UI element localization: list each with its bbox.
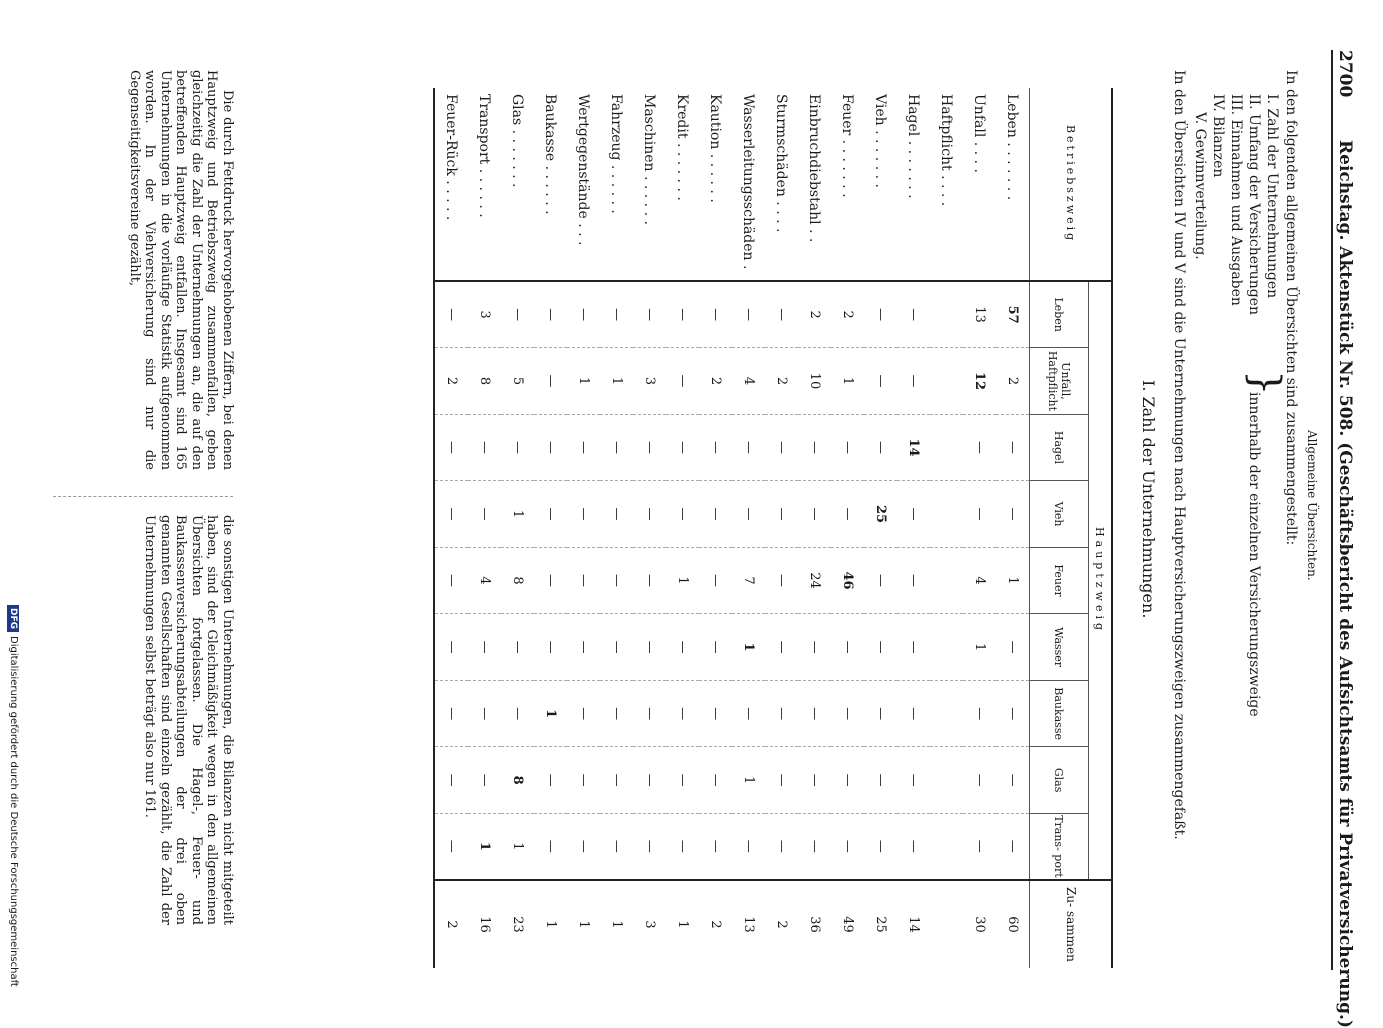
table-cell: 1	[501, 481, 534, 548]
row-total: 23	[501, 880, 534, 968]
row-total: 1	[666, 880, 699, 968]
table-cell: —	[996, 680, 1030, 747]
table-cell: —	[434, 680, 468, 747]
table-cell: —	[468, 614, 501, 681]
intro-item-1: I. Zahl der Unternehmungen	[1264, 94, 1280, 299]
table-cell: 2	[840, 310, 855, 319]
table-cell: —	[798, 481, 831, 548]
row-label: Maschinen . . . . . .	[633, 88, 666, 281]
table-cell: 24	[798, 547, 831, 614]
table-cell: —	[864, 614, 897, 681]
footnote-right: die sonstigen Unternehmungen, die Bilanzen nicht mitgeteilt haben, sind der Gleichmäßigkeit wegen in den allgemeinen Übersichten fortgelassen. Die Hagel-, Feuer- und Baukassenversicherungsabteilungen der drei oben genannten Gesellschaften sind einzeln gezählt, die Zahl der Unternehmungen selbst beträgt also nur 161.	[142, 515, 235, 925]
table-row	[699, 88, 732, 968]
col-header-feuer: Feuer	[1030, 547, 1089, 614]
table-cell: —	[675, 308, 690, 322]
table-cell: —	[534, 547, 567, 614]
table-title: I. Zahl der Unternehmungen.	[1139, 380, 1158, 619]
table-cell: 1	[600, 348, 633, 415]
table-row	[930, 88, 963, 968]
table-cell: —	[732, 481, 765, 548]
table-cell: —	[798, 414, 831, 481]
row-total: 60	[996, 880, 1030, 968]
col-header-baukasse: Baukasse	[1030, 680, 1089, 747]
table-cell: —	[897, 481, 930, 548]
table-cell: —	[963, 680, 996, 747]
row-total: 36	[798, 880, 831, 968]
table-cell: —	[633, 481, 666, 548]
col-header-glas: Glas	[1030, 747, 1089, 814]
row-label: Vieh . . . . . . .	[864, 88, 897, 281]
table-cell: —	[633, 813, 666, 880]
table-cell: —	[897, 614, 930, 681]
table-row	[633, 88, 666, 968]
table-cell: —	[699, 680, 732, 747]
table-cell: —	[534, 481, 567, 548]
table-cell: —	[600, 614, 633, 681]
table-cell: —	[666, 481, 699, 548]
intro-item-5: V. Gewinnverteilung.	[1192, 112, 1208, 260]
table-cell: —	[666, 614, 699, 681]
row-total: 2	[699, 880, 732, 968]
table-cell: 1	[567, 348, 600, 415]
row-label: Baukasse . . . . . .	[534, 88, 567, 281]
table-cell: 1	[666, 547, 699, 614]
table-cell: —	[468, 414, 501, 481]
table-cell: —	[534, 414, 567, 481]
table-cell: —	[864, 414, 897, 481]
table-row	[765, 88, 798, 968]
table-cell: 4	[732, 348, 765, 415]
table-cell: —	[434, 414, 468, 481]
table-cell: —	[765, 747, 798, 814]
row-total: 2	[434, 880, 468, 968]
table-row	[666, 88, 699, 968]
table-cell: 46	[831, 547, 864, 614]
table-cell: 14	[897, 414, 930, 481]
table-cell: —	[501, 614, 534, 681]
intro-item-3: III. Einnahmen und Ausgaben	[1228, 94, 1244, 306]
section-heading: Allgemeine Übersichten.	[1305, 430, 1319, 581]
table-cell: —	[897, 747, 930, 814]
row-label: Feuer . . . . . . .	[831, 88, 864, 281]
table-cell: —	[831, 813, 864, 880]
row-label: Haftpflicht . . . .	[930, 88, 963, 281]
table-cell: —	[633, 614, 666, 681]
table-cell: —	[434, 747, 468, 814]
row-total: 1	[600, 880, 633, 968]
table-cell: —	[708, 308, 723, 322]
table-cell: 1	[732, 614, 765, 681]
table-cell: 12	[963, 348, 996, 415]
table-cell: —	[666, 813, 699, 880]
table-cell: —	[963, 813, 996, 880]
table-row	[732, 88, 765, 968]
table-cell: —	[534, 747, 567, 814]
table-cell: —	[567, 614, 600, 681]
table-cell: —	[798, 614, 831, 681]
row-total: 30	[963, 880, 996, 968]
table-cell: 5	[501, 348, 534, 415]
table-cell: —	[699, 747, 732, 814]
table-row	[996, 88, 1030, 968]
table-cell: —	[864, 813, 897, 880]
intro-note: In den Übersichten IV und V sind die Unternehmungen nach Hauptversicherungszweigen zusammengefaßt.	[1171, 70, 1187, 840]
row-label: Hagel . . . . . . .	[897, 88, 930, 281]
table-cell: —	[567, 680, 600, 747]
table-cell: 3	[633, 348, 666, 415]
table-cell: —	[831, 680, 864, 747]
footer-text: Digitalisierung gefördert durch die Deutsche Forschungsgemeinschaft	[8, 636, 19, 987]
col-header-unfall: Unfall, Haftpflicht	[1030, 348, 1089, 415]
table-cell: —	[600, 481, 633, 548]
table-cell: —	[434, 547, 468, 614]
row-total: 25	[864, 880, 897, 968]
table-cell: —	[699, 547, 732, 614]
table-cell: —	[600, 547, 633, 614]
row-total: 14	[897, 880, 930, 968]
table-cell: —	[699, 414, 732, 481]
table-cell: —	[765, 813, 798, 880]
table-cell: —	[897, 680, 930, 747]
table-row	[567, 88, 600, 968]
table-row	[897, 88, 930, 968]
col-header-betriebszweig: Betriebszweig	[1030, 88, 1113, 281]
table-row	[534, 88, 567, 968]
table-cell	[930, 414, 963, 481]
table-cell	[930, 680, 963, 747]
row-total: 13	[732, 880, 765, 968]
table-cell: 2	[699, 348, 732, 415]
table-cell: 1	[468, 813, 501, 880]
table-cell: —	[609, 308, 624, 322]
table-cell: —	[434, 813, 468, 880]
table-cell: —	[666, 348, 699, 415]
table-cell: —	[996, 414, 1030, 481]
bracket-icon: }	[1242, 370, 1288, 396]
table-cell: —	[633, 547, 666, 614]
row-label: Fahrzeug . . . . . .	[600, 88, 633, 281]
table-cell: —	[765, 547, 798, 614]
table-cell: —	[699, 614, 732, 681]
table-cell: 2	[765, 348, 798, 415]
table-row	[798, 88, 831, 968]
table-cell: —	[666, 747, 699, 814]
table-cell: —	[434, 614, 468, 681]
table-cell: —	[897, 547, 930, 614]
table-cell: —	[798, 680, 831, 747]
table-cell: —	[864, 680, 897, 747]
intro-item-2: II. Umfang der Versicherungen	[1246, 94, 1262, 315]
row-label: Einbruchdiebstahl . .	[798, 88, 831, 281]
row-label: Leben . . . . . . .	[996, 88, 1030, 281]
table-cell: —	[434, 481, 468, 548]
table-cell: —	[873, 308, 888, 322]
row-total	[930, 880, 963, 968]
row-total: 1	[534, 880, 567, 968]
table-cell: —	[600, 414, 633, 481]
column-divider	[53, 496, 233, 498]
row-label: Transport . . . . . .	[468, 88, 501, 281]
table-cell: —	[798, 747, 831, 814]
table-cell: —	[831, 747, 864, 814]
table-row	[501, 88, 534, 968]
table-cell: —	[831, 614, 864, 681]
table-cell: —	[864, 348, 897, 415]
table-cell	[930, 281, 963, 348]
table-cell: —	[534, 813, 567, 880]
table-cell: —	[600, 747, 633, 814]
table-cell: —	[963, 747, 996, 814]
table-cell: —	[864, 547, 897, 614]
table-row	[600, 88, 633, 968]
table-cell: —	[534, 614, 567, 681]
table-cell: —	[633, 680, 666, 747]
table-cell: —	[567, 813, 600, 880]
dfg-logo: DFG	[7, 605, 19, 632]
table-cell: —	[732, 414, 765, 481]
table-cell: —	[510, 308, 525, 322]
table-cell: 2	[807, 310, 822, 319]
table-cell: —	[996, 481, 1030, 548]
row-label: Sturmschäden . . . .	[765, 88, 798, 281]
table-cell: —	[831, 481, 864, 548]
table-cell: —	[897, 813, 930, 880]
row-total: 16	[468, 880, 501, 968]
table-row	[963, 88, 996, 968]
row-label: Feuer-Rück . . . . .	[434, 88, 468, 281]
table-cell	[930, 813, 963, 880]
table-cell: —	[963, 481, 996, 548]
table-cell: —	[996, 614, 1030, 681]
table-row	[434, 88, 468, 968]
table-cell: 1	[534, 680, 567, 747]
col-header-leben: Leben	[1030, 281, 1089, 348]
table-cell: —	[633, 414, 666, 481]
table-cell: —	[633, 747, 666, 814]
table-cell: 10	[798, 348, 831, 415]
table-cell: —	[468, 481, 501, 548]
table-cell: —	[600, 680, 633, 747]
footnote-left: Die durch Fettdruck hervorgehobenen Ziffern, bei denen Hauptzweig und Betriebszweig zusammenfallen, geben gleichzeitig die Zahl der Unternehmungen an, die auf den betreffenden Hauptzweig entfallen. Insgesamt sind 165 Unternehmungen in die vorläufige Statistik aufgenommen worden. In der Viehversicherung sind nur die Gegenseitigkeitsvereine gezählt,	[127, 70, 235, 470]
table-cell: —	[642, 308, 657, 322]
table-cell: —	[906, 308, 921, 322]
table-row	[831, 88, 864, 968]
table-cell	[930, 481, 963, 548]
table-cell: 8	[501, 547, 534, 614]
table-cell: —	[765, 414, 798, 481]
table-cell: —	[468, 747, 501, 814]
table-cell: —	[765, 680, 798, 747]
table-cell: —	[774, 308, 789, 322]
page-number: 2700	[1335, 50, 1355, 98]
table-cell: —	[501, 680, 534, 747]
col-header-transport: Trans- port	[1030, 813, 1089, 880]
row-total: 49	[831, 880, 864, 968]
intro-bracket-text: innerhalb der einzelnen Versicherungszweige	[1246, 392, 1262, 717]
table-cell: —	[699, 481, 732, 548]
row-label: Glas . . . . . . .	[501, 88, 534, 281]
table-cell	[930, 747, 963, 814]
table-cell: —	[600, 813, 633, 880]
table-cell: —	[501, 414, 534, 481]
table-cell: 13	[972, 306, 987, 323]
table-cell: —	[534, 348, 567, 415]
row-label: Wertgegenstände . . .	[567, 88, 600, 281]
table-cell: 25	[864, 481, 897, 548]
table-cell: —	[666, 680, 699, 747]
table-cell: —	[666, 414, 699, 481]
statistics-table	[433, 88, 1113, 968]
table-cell: 2	[996, 348, 1030, 415]
table-cell: 8	[468, 348, 501, 415]
row-total: 3	[633, 880, 666, 968]
table-cell: —	[567, 481, 600, 548]
table-cell: —	[831, 414, 864, 481]
table-cell: 57	[1005, 305, 1020, 324]
table-cell: —	[543, 308, 558, 322]
col-header-wasser: Wasser	[1030, 614, 1089, 681]
table-cell: 7	[732, 547, 765, 614]
header-rule	[1331, 50, 1333, 970]
row-label: Wasserleitungsschäden .	[732, 88, 765, 281]
table-cell: —	[864, 747, 897, 814]
table-cell: 3	[477, 310, 492, 319]
table-cell: 1	[963, 614, 996, 681]
table-cell: 1	[732, 747, 765, 814]
table-cell	[930, 614, 963, 681]
table-row	[468, 88, 501, 968]
row-label: Kaution . . . . . .	[699, 88, 732, 281]
table-cell: 4	[963, 547, 996, 614]
page-title: Reichstag. Aktenstück Nr. 508. (Geschäftsbericht des Aufsichtsamts für Privatversicherung.)	[1335, 140, 1355, 1028]
table-cell: —	[996, 747, 1030, 814]
row-total: 1	[567, 880, 600, 968]
intro-item-4: IV. Bilanzen	[1210, 94, 1226, 178]
table-cell: —	[567, 747, 600, 814]
table-cell: —	[798, 813, 831, 880]
table-cell	[930, 547, 963, 614]
table-cell: —	[468, 680, 501, 747]
table-cell: —	[897, 348, 930, 415]
table-cell: —	[567, 414, 600, 481]
row-total: 2	[765, 880, 798, 968]
row-label: Unfall . . . .	[963, 88, 996, 281]
table-cell: —	[732, 680, 765, 747]
footer-credit	[7, 605, 19, 987]
table-cell: 8	[501, 747, 534, 814]
col-header-vieh: Vieh	[1030, 481, 1089, 548]
table-cell: —	[576, 308, 591, 322]
table-cell: —	[567, 547, 600, 614]
table-row	[864, 88, 897, 968]
table-cell: 1	[831, 348, 864, 415]
intro-lead: In den folgenden allgemeinen Übersichten sind zusammengestellt:	[1283, 70, 1299, 546]
table-cell: —	[963, 414, 996, 481]
table-cell: —	[996, 813, 1030, 880]
table-cell	[930, 348, 963, 415]
table-cell: 4	[468, 547, 501, 614]
table-cell: —	[699, 813, 732, 880]
table-cell: 2	[434, 348, 468, 415]
table-cell: 1	[501, 813, 534, 880]
table-cell: 1	[996, 547, 1030, 614]
col-header-zusammen: Zu- sammen	[1030, 880, 1113, 968]
col-header-hagel: Hagel	[1030, 414, 1089, 481]
table-cell: —	[765, 614, 798, 681]
table-cell: —	[732, 813, 765, 880]
table-cell: —	[765, 481, 798, 548]
col-header-hauptzweig: Hauptzweig	[1089, 281, 1113, 880]
table-cell: —	[434, 281, 468, 348]
row-label: Kredit . . . . . . .	[666, 88, 699, 281]
table-cell: —	[741, 308, 756, 322]
